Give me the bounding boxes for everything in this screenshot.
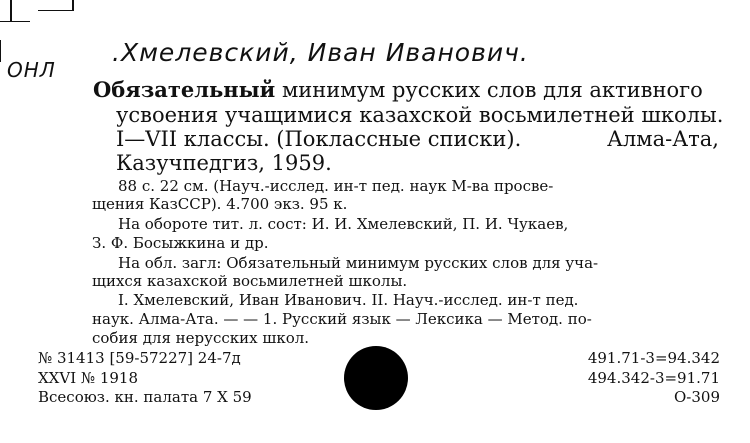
title-line-4: Казучпедгиз, 1959. bbox=[116, 151, 332, 175]
corner-mark-horizontal bbox=[0, 21, 30, 22]
classification-1: 491.71-3=94.342 bbox=[587, 349, 720, 367]
author-handwritten: .Хмелевский, Иван Иванович. bbox=[112, 38, 529, 67]
shelf-mark: О-309 bbox=[674, 388, 720, 406]
corner-mark-vertical bbox=[10, 0, 12, 22]
card-number: № 31413 [59-57227] 24-7д bbox=[38, 349, 241, 367]
title-line-1 bbox=[93, 78, 703, 102]
title-line-1-rest: минимум русских слов для активного bbox=[275, 78, 703, 102]
title-line-2: усвоения учащимися казахской восьмилетней школы. bbox=[116, 103, 724, 127]
tracing-line-2: наук. Алма-Ата. — — 1. Русский язык — Лексика — Метод. по- bbox=[92, 310, 592, 328]
note-2-line-1: На обл. загл: Обязательный минимум русских слов для уча- bbox=[118, 254, 599, 272]
collation-line-2: щения КазССР). 4.700 экз. 95 к. bbox=[92, 195, 348, 213]
punch-hole bbox=[344, 346, 408, 410]
collation-line-1: 88 с. 22 см. (Науч.-исслед. ин-т пед. наук М-ва просве- bbox=[118, 177, 554, 195]
note-2-line-2: щихся казахской восьмилетней школы. bbox=[92, 272, 408, 290]
left-margin-line bbox=[0, 40, 1, 62]
title-line-3-left: I—VII классы. (Поклассные списки). bbox=[116, 127, 522, 151]
title-first-word: Обязательный bbox=[93, 77, 276, 102]
note-1-line-1: На обороте тит. л. сост: И. И. Хмелевский, П. И. Чукаев, bbox=[118, 215, 569, 233]
corner-mark-horizontal-right bbox=[38, 10, 74, 11]
title-line-3-right: Алма-Ата, bbox=[607, 127, 719, 151]
book-chamber: Всесоюз. кн. палата 7 X 59 bbox=[38, 388, 252, 406]
tracing-line-3: собия для нерусских школ. bbox=[92, 329, 310, 347]
call-mark: ОНЛ bbox=[7, 58, 56, 82]
note-1-line-2: З. Ф. Босыжкина и др. bbox=[92, 234, 269, 252]
classification-2: 494.342-3=91.71 bbox=[587, 369, 720, 387]
corner-mark-vertical-right bbox=[72, 0, 74, 10]
series-number: XXVI № 1918 bbox=[38, 369, 139, 387]
tracing-line-1: I. Хмелевский, Иван Иванович. II. Науч.-исслед. ин-т пед. bbox=[118, 291, 579, 309]
